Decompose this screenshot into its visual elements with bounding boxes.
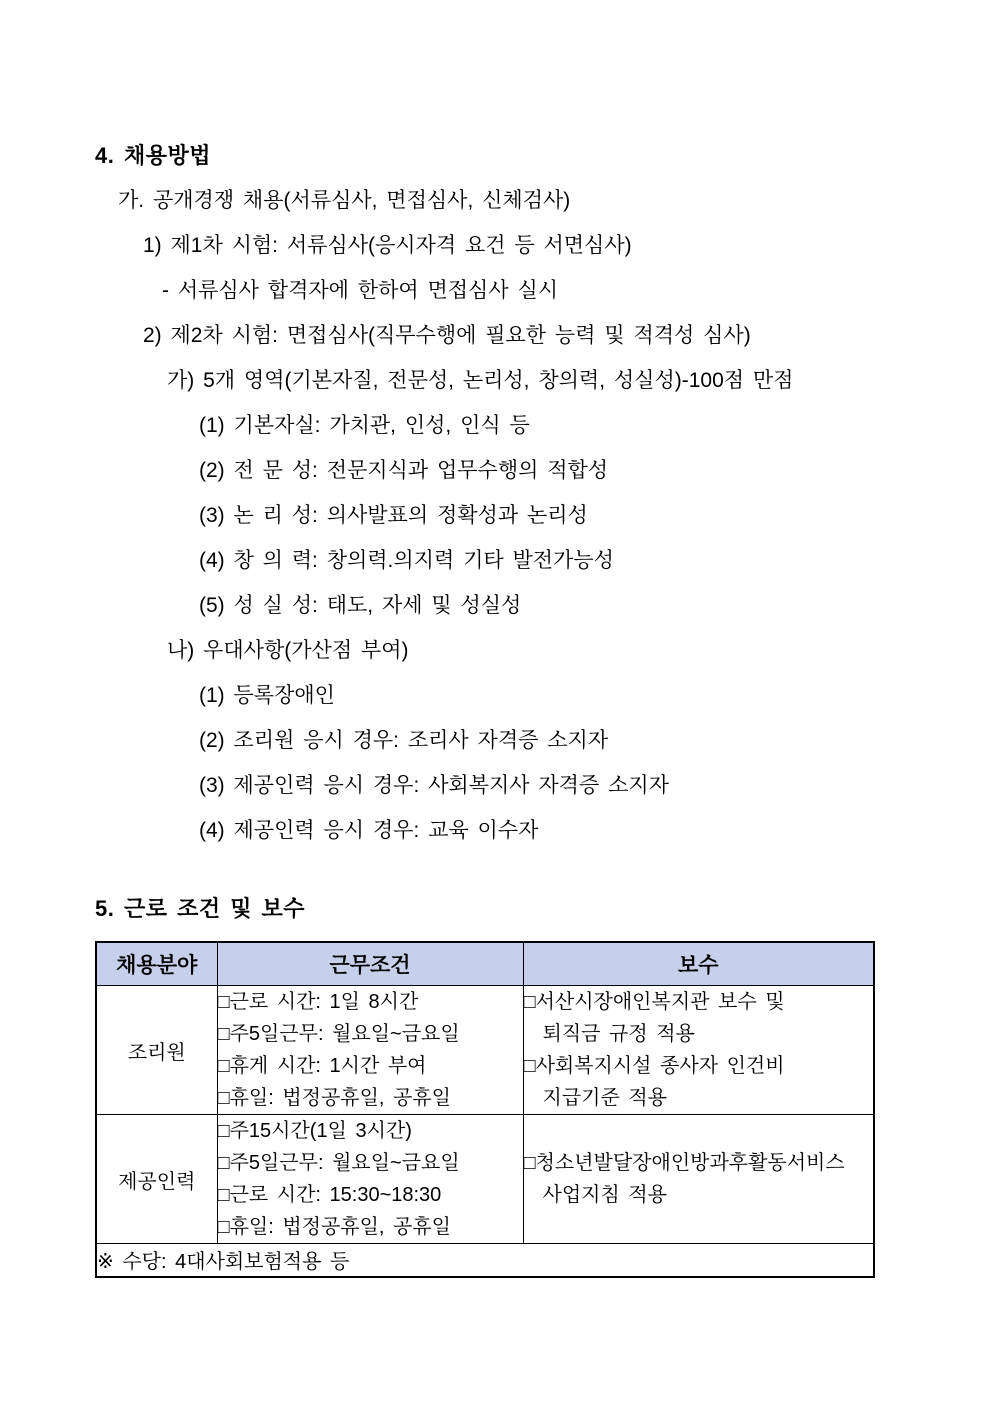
table-header-row — [96, 942, 874, 986]
header-cell-conditions: 근무조건 — [217, 942, 523, 986]
pay-line: 지급기준 적용 — [542, 1087, 667, 1109]
section-5-heading: 5. 근로 조건 및 보수 — [95, 896, 306, 921]
outline-line: (1) 등록장애인 — [199, 684, 335, 707]
outline-line: (2) 전 문 성: 전문지식과 업무수행의 적합성 — [199, 459, 609, 482]
condition-line: □근로 시간: 15:30~18:30 — [217, 1184, 442, 1206]
pay-cell — [523, 986, 874, 1115]
header-cell-pay: 보수 — [523, 942, 874, 986]
pay-line: □서산시장애인복지관 보수 및 — [523, 991, 785, 1013]
outline-line: (2) 조리원 응시 경우: 조리사 자격증 소지자 — [199, 729, 609, 752]
outline-line: 1) 제1차 시험: 서류심사(응시자격 요건 등 서면심사) — [143, 234, 632, 257]
header-cell-category: 채용분야 — [96, 942, 217, 986]
outline-line: (4) 창 의 력: 창의력.의지력 기타 발전가능성 — [199, 549, 614, 572]
outline-line: 나) 우대사항(가산점 부여) — [167, 639, 409, 662]
outline-line: (3) 논 리 성: 의사발표의 정확성과 논리성 — [199, 504, 588, 527]
pay-line: 퇴직금 규정 적용 — [542, 1023, 695, 1045]
outline-line: (5) 성 실 성: 태도, 자세 및 성실성 — [199, 594, 522, 617]
conditions-cell — [217, 1115, 523, 1244]
conditions-cell — [217, 986, 523, 1115]
category-cell: 조리원 — [96, 986, 217, 1115]
condition-line: □주15시간(1일 3시간) — [217, 1120, 412, 1142]
outline-line: - 서류심사 합격자에 한하여 면접심사 실시 — [162, 279, 559, 302]
condition-line: □주5일근무: 월요일~금요일 — [217, 1152, 460, 1174]
pay-line: 사업지침 적용 — [542, 1184, 667, 1206]
outline-line: (1) 기본자실: 가치관, 인성, 인식 등 — [199, 414, 530, 437]
outline-line: 가) 5개 영역(기본자질, 전문성, 논리성, 창의력, 성실성)-100점 만점 — [167, 369, 794, 392]
condition-line: □주5일근무: 월요일~금요일 — [217, 1023, 460, 1045]
outline-line: 2) 제2차 시험: 면접심사(직무수행에 필요한 능력 및 적격성 심사) — [143, 324, 751, 347]
condition-line: □휴일: 법정공휴일, 공휴일 — [217, 1216, 452, 1238]
pay-line: □사회복지시설 종사자 인건비 — [523, 1055, 785, 1077]
pay-line: □청소년발달장애인방과후활동서비스 — [523, 1152, 845, 1174]
outline-line: (4) 제공인력 응시 경우: 교육 이수자 — [199, 819, 539, 842]
category-cell: 제공인력 — [96, 1115, 217, 1244]
work-conditions-table — [95, 941, 875, 1278]
outline-line: (3) 제공인력 응시 경우: 사회복지사 자격증 소지자 — [199, 774, 669, 797]
pay-cell — [523, 1115, 874, 1244]
footnote-text: ※ 수당: 4대사회보험적용 등 — [96, 1244, 874, 1277]
condition-line: □근로 시간: 1일 8시간 — [217, 991, 419, 1013]
table-row-cook — [96, 986, 874, 1115]
table-row-provider — [96, 1115, 874, 1244]
table-footnote-row — [96, 1244, 874, 1277]
condition-line: □휴일: 법정공휴일, 공휴일 — [217, 1087, 452, 1109]
section-4-heading: 4. 채용방법 — [95, 143, 211, 168]
condition-line: □휴게 시간: 1시간 부여 — [217, 1055, 427, 1077]
outline-line: 가. 공개경쟁 채용(서류심사, 면접심사, 신체검사) — [118, 189, 571, 212]
